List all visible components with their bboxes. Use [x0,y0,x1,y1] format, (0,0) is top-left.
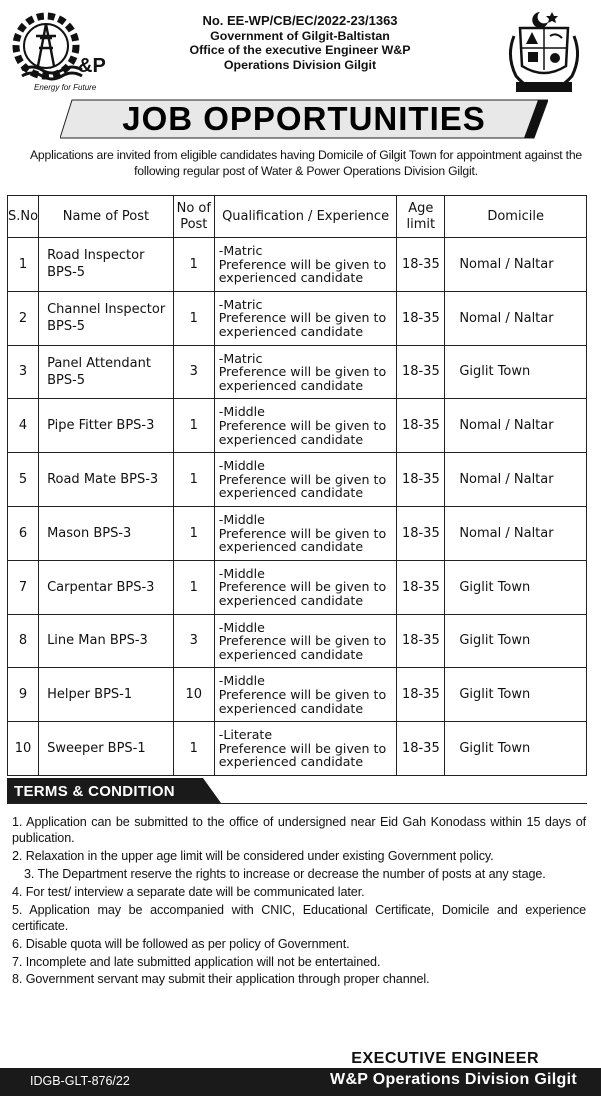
cell-sno: 10 [8,722,39,776]
column-header-name: Name of Post [39,196,174,238]
banner-title: JOB OPPORTUNITIES [122,100,486,137]
cell-sno: 8 [8,614,39,668]
terms-item: 5. Application may be accompanied with CNIC, Educational Certificate, Domicile and experience certificate. [12,902,586,933]
cell-num-posts: 1 [173,560,214,614]
cell-domicile: Giglit Town [445,560,587,614]
qualification-level: -Middle [218,458,265,474]
cell-sno: 4 [8,399,39,453]
header-line-division: Operations Division Gilgit [223,57,377,72]
cell-age-limit: 18-35 [397,238,445,292]
table-row [8,668,587,722]
table-header-row [8,196,587,238]
cell-age-limit: 18-35 [397,668,445,722]
qualification-note: Preference will be given to experienced candidate [218,740,387,770]
cell-post-name: Pipe Fitter BPS-3 [39,399,174,453]
table-row [8,722,587,776]
qualification-level: -Middle [218,404,265,420]
cell-qualification [214,238,397,292]
cell-qualification [214,399,397,453]
qualification-note: Preference will be given to experienced candidate [218,256,387,286]
cell-num-posts: 1 [173,238,214,292]
cell-domicile: Giglit Town [445,722,587,776]
cell-qualification [214,722,397,776]
logo-text: &P [78,55,106,77]
cell-domicile: Nomal / Naltar [445,399,587,453]
cell-post-name: Line Man BPS-3 [39,614,174,668]
qualification-note: Preference will be given to experienced candidate [218,686,387,716]
header [0,0,601,95]
terms-title: TERMS & CONDITION [14,783,175,800]
cell-post-name: Road Mate BPS-3 [39,453,174,507]
cell-post-name: Carpentar BPS-3 [39,560,174,614]
column-header-age-text: Age limit [406,200,436,232]
qualification-level: -Matric [218,243,263,258]
cell-sno: 2 [8,291,39,345]
qualification-level: -Matric [218,350,263,366]
header-line-government: Government of Gilgit-Baltistan [210,28,390,43]
table-row [8,345,587,399]
cell-age-limit: 18-35 [397,560,445,614]
table-row [8,506,587,560]
table-row [8,238,587,292]
column-header-domicile: Domicile [445,196,587,238]
cell-qualification [214,506,397,560]
cell-age-limit: 18-35 [397,399,445,453]
cell-sno: 5 [8,453,39,507]
qualification-note: Preference will be given to experienced candidate [218,525,387,555]
terms-item: 4. For test/ interview a separate date will be communicated later. [12,884,365,899]
cell-domicile: Nomal / Naltar [445,291,587,345]
column-header-num-text: No of Post [176,200,211,232]
cell-domicile: Giglit Town [445,668,587,722]
table-row [8,399,587,453]
cell-qualification [214,560,397,614]
cell-age-limit: 18-35 [397,614,445,668]
cell-post-name: Mason BPS-3 [39,506,174,560]
cell-post-name: Sweeper BPS-1 [39,722,174,776]
terms-item: 8. Government servant may submit their application through proper channel. [12,972,430,987]
qualification-note: Preference will be given to experienced candidate [218,310,387,339]
terms-divider [7,803,587,804]
job-table [7,195,587,776]
column-header-age [397,196,445,238]
intro-text: Applications are invited from eligible candidates having Domicile of Gilgit Town for appointment against the following regular post of Water & Power Operations Division Gilgit. [30,148,582,178]
ad-code: IDGB-GLT-876/22 [30,1074,130,1088]
qualification-level: -Literate [218,727,273,743]
qualification-level: -Middle [218,673,265,689]
cell-post-name: Panel Attendant BPS-5 [39,345,174,399]
cell-post-name: Channel Inspector BPS-5 [39,291,174,345]
cell-age-limit: 18-35 [397,291,445,345]
qualification-level: -Matric [218,296,263,312]
qualification-note: Preference will be given to experienced candidate [218,579,387,608]
cell-num-posts: 1 [173,453,214,507]
cell-post-name: Helper BPS-1 [39,668,174,722]
cell-qualification [214,345,397,399]
cell-num-posts: 1 [173,291,214,345]
cell-sno: 6 [8,506,39,560]
qualification-note: Preference will be given to experienced candidate [218,633,387,662]
cell-num-posts: 10 [173,668,214,722]
cell-domicile: Nomal / Naltar [445,453,587,507]
cell-domicile: Nomal / Naltar [445,238,587,292]
cell-sno: 1 [8,238,39,292]
cell-sno: 3 [8,345,39,399]
table-row [8,614,587,668]
cell-num-posts: 1 [173,399,214,453]
terms-item: 2. Relaxation in the upper age limit will be considered under existing Government policy. [12,849,494,864]
terms-item: 6. Disable quota will be followed as per policy of Government. [12,936,350,951]
cell-sno: 7 [8,560,39,614]
cell-age-limit: 18-35 [397,722,445,776]
table-row [8,453,587,507]
cell-domicile: Nomal / Naltar [445,506,587,560]
header-line-office: Office of the executive Engineer W&P [189,43,411,57]
table-row [8,291,587,345]
cell-sno: 9 [8,668,39,722]
cell-qualification [214,453,397,507]
cell-num-posts: 1 [173,722,214,776]
terms-item: 1. Application can be submitted to the office of undersigned near Eid Gah Konodass within 15 days of publication. [12,815,586,846]
cell-num-posts: 3 [173,614,214,668]
cell-qualification [214,291,397,345]
cell-num-posts: 3 [173,345,214,399]
qualification-level: -Middle [218,619,265,635]
cell-qualification [214,668,397,722]
logo-tagline: Energy for Future [34,83,97,92]
reference-number: No. EE-WP/CB/EC/2022-23/1363 [202,13,398,28]
header-text [140,14,460,72]
cell-age-limit: 18-35 [397,453,445,507]
cell-age-limit: 18-35 [397,345,445,399]
qualification-level: -Middle [218,565,265,581]
signatory-office: W&P Operations Division Gilgit [330,1071,577,1088]
cell-post-name: Road Inspector BPS-5 [39,238,174,292]
qualification-level: -Middle [218,511,265,527]
column-header-sno: S.No [8,196,39,238]
wp-logo [12,10,130,92]
terms-item: 7. Incomplete and late submitted application will not be entertained. [12,954,381,969]
qualification-note: Preference will be given to experienced candidate [218,417,387,447]
table-row [8,560,587,614]
column-header-num [173,196,214,238]
gilgit-baltistan-emblem [500,6,588,98]
qualification-note: Preference will be given to experienced candidate [218,364,387,393]
signatory-designation: EXECUTIVE ENGINEER [351,1050,539,1067]
cell-qualification [214,614,397,668]
cell-domicile: Giglit Town [445,345,587,399]
qualification-note: Preference will be given to experienced candidate [218,471,387,501]
terms-list [12,814,586,989]
column-header-qualification: Qualification / Experience [214,196,397,238]
cell-num-posts: 1 [173,506,214,560]
cell-domicile: Giglit Town [445,614,587,668]
terms-item: 3. The Department reserve the rights to increase or decrease the number of posts at any stage. [24,867,546,881]
cell-age-limit: 18-35 [397,506,445,560]
